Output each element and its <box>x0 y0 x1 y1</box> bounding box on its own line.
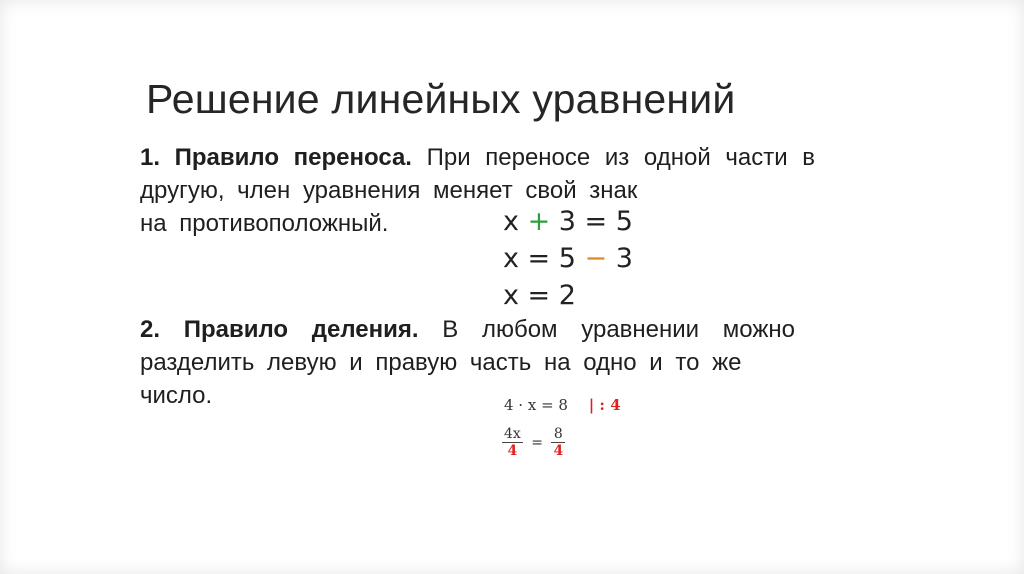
plus-sign: + <box>527 206 551 237</box>
division-note: | : 4 <box>588 396 621 414</box>
rule-transfer-paragraph <box>140 141 815 240</box>
equation-line-1 <box>503 206 633 237</box>
equation-line-3: x = 2 <box>503 280 576 311</box>
rule-transfer-text: При переносе из одной части в другую, член уравнения меняет свой знак <box>140 144 816 204</box>
right-numerator: 8 <box>553 426 563 442</box>
rule-transfer-heading: 1. Правило переноса. <box>140 144 412 171</box>
left-numerator: 4x <box>504 426 521 442</box>
rule-division-text: В любом уравнении можно разделить левую и правую часть на одно и то же <box>140 316 796 376</box>
equation-term: x <box>503 206 519 237</box>
equals-sign: = <box>531 434 543 451</box>
equation-term: 3 <box>615 243 633 274</box>
right-denominator: 4 <box>553 443 564 459</box>
fraction-equation <box>502 426 565 459</box>
rule-division-heading: 2. Правило деления. <box>140 316 419 343</box>
slide-title: Решение линейных уравнений <box>146 76 736 122</box>
division-equation <box>504 396 621 414</box>
equation-term: x = 5 <box>503 243 576 274</box>
rule-transfer-last-line: на противоположный. <box>140 210 389 237</box>
minus-sign: − <box>584 243 608 274</box>
right-fraction <box>551 426 565 459</box>
left-denominator: 4 <box>502 442 523 459</box>
rule-division-paragraph <box>140 313 795 412</box>
left-fraction <box>502 426 523 459</box>
equation-line-2 <box>503 243 633 274</box>
rule-division-last-line: число. <box>140 382 213 409</box>
division-equation-text: 4 · x = 8 <box>504 396 568 414</box>
equation-term: 3 = 5 <box>558 206 633 237</box>
